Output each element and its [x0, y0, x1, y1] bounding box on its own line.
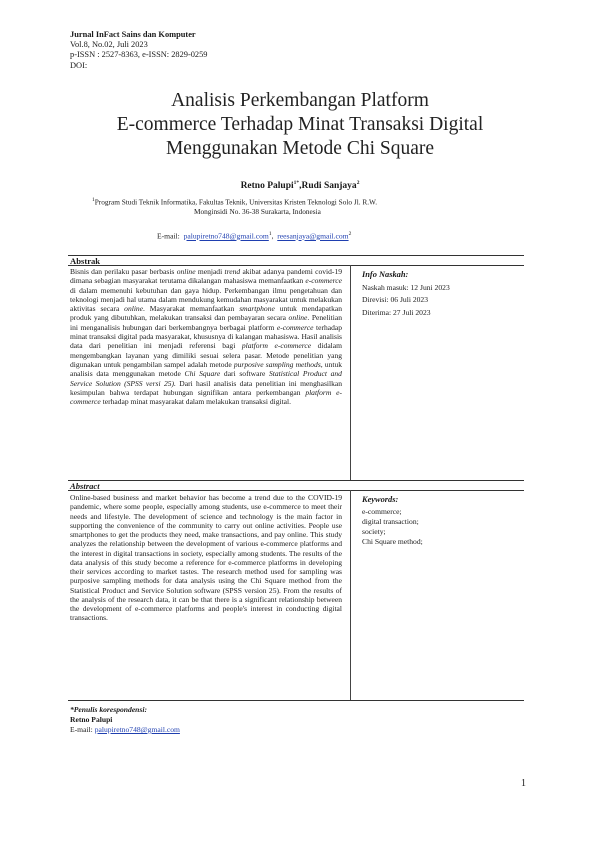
affiliation [92, 195, 532, 217]
correspondence-email-link[interactable]: palupiretno748@gmail.com [94, 725, 180, 734]
abstract-column-divider [350, 490, 351, 700]
journal-volume: Vol.8, No.02, Juli 2023 [70, 40, 148, 50]
author-separator: , [299, 181, 302, 192]
journal-issn: p-ISSN : 2527-8363, e-ISSN: 2829-0259 [70, 50, 208, 60]
affiliation-line-1: Program Studi Teknik Informatika, Fakultas Teknik, Universitas Kristen Teknologi Solo Jl. R.W. [94, 197, 378, 207]
affiliation-line-2: Monginsidi No. 36-38 Surakarta, Indonesia [194, 207, 321, 217]
page-number: 1 [521, 778, 526, 789]
info-accepted: Diterima: 27 Juli 2023 [362, 307, 431, 317]
author-2-sup: 2 [356, 180, 360, 186]
paper-title [40, 89, 560, 161]
email-label: E-mail: [157, 231, 180, 241]
keywords-heading: Keywords: [362, 495, 399, 504]
info-revised: Direvisi: 06 Juli 2023 [362, 295, 429, 305]
abstrak-top-rule [68, 255, 524, 256]
email-link-2[interactable]: reesanjaya@gmail.com [277, 231, 349, 241]
info-received: Naskah masuk: 12 Juni 2023 [362, 282, 450, 292]
affiliation-sup: 1 [92, 197, 95, 203]
abstract-heading: Abstract [70, 481, 100, 491]
author-1-sup: 1* [293, 180, 300, 186]
journal-header [70, 30, 208, 71]
title-line-3: Menggunakan Metode Chi Square [165, 138, 435, 159]
title-line-1: Analisis Perkembangan Platform [171, 90, 429, 111]
keyword-item: society; [362, 527, 386, 536]
abstract-heading-rule [68, 490, 524, 491]
keyword-item: digital transaction; [362, 517, 419, 526]
abstrak-text: Bisnis dan perilaku pasar berbasis online menjadi trend akibat adanya pandemi covid-19 dimana sebagian masyarakat terutama dikalangan mahasiswa memanfaatkan e-commerce di dalam memenuhi kebutuhan dan gaya hidup. Perkembangan ilmu pengetahuan dan teknologi menjadi hal utama dalam mendukung kemudahan masyarakat untuk melakukan aktivitas secara online. Masyarakat memanfaatkan smartphone untuk mendapatkan produk yang dibutuhkan, melakukan transaksi dan pembayaran secara online. Penelitian ini menganalisis hubungan dari berkembangnya berbagai platform e-commerce terhadap minat transaksi digital pada masyarakat, khususnya di kalangan mahasiswa. Hasil analisis data dari penelitian ini menjadi referensi bagi platform e-commerce didalam mengembangkan layanan yang dimiliki sesuai selera pasar. Metode penelitian yang digunakan untuk pengambilan sampel adalah metode purposive sampling methods, untuk analisis data menggunakan metode Chi Square dari software Statistical Product and Service Solution (SPSS versi 25). Dari hasil analisis data penelitian ini menghasilkan kesimpulan bahwa terdapat hubungan signifikan antara perkembangan platform e-commerce terhadap minat masyarakat dalam melakukan transaksi digital. [70, 267, 343, 407]
journal-doi: DOI: [70, 60, 88, 70]
journal-name: Jurnal InFact Sains dan Komputer [70, 30, 196, 39]
correspondence-email-label: E-mail: [70, 725, 95, 734]
keyword-item: Chi Square method; [362, 537, 423, 546]
author-2: Rudi Sanjaya [301, 181, 357, 192]
abstrak-heading-rule [68, 265, 524, 266]
title-line-2: E-commerce Terhadap Minat Transaksi Digital [116, 114, 484, 135]
abstrak-column-divider [350, 265, 351, 480]
correspondence [70, 705, 180, 735]
email-sup-2: 2 [348, 231, 352, 237]
correspondence-email-row [70, 725, 180, 735]
keywords [362, 495, 423, 547]
email-link-1[interactable]: palupiretno748@gmail.com [183, 231, 269, 241]
correspondence-name: Retno Palupi [70, 715, 113, 724]
correspondence-heading: *Penulis korespondensi: [70, 705, 148, 714]
info-heading: Info Naskah: [362, 270, 409, 279]
manuscript-info [362, 269, 450, 319]
author-list [0, 180, 600, 191]
email-sep: , [271, 231, 274, 241]
keyword-item: e-commerce; [362, 507, 402, 516]
abstrak-heading: Abstrak [70, 256, 101, 266]
email-sup-1: 1 [268, 231, 272, 237]
email-line [157, 231, 351, 241]
correspondence-rule [68, 700, 524, 701]
author-1: Retno Palupi [240, 181, 294, 192]
abstract-text: Online-based business and market behavior has become a trend due to the COVID-19 pandemic, where some people, especially among students, use e-commerce to meet their needs and lifestyle. The development of science and technology is the main factor in supporting the convenience of the community to carry out online activities. People use smartphones to get the products they need, make transactions, and pay online. This study analyzes the relationship between the development of various e-commerce platforms and the interest in digital transactions in society, especially among students. The results of the data analysis of this study become a reference for e-commerce platforms in developing their services according to market tastes. The research method used for sampling was purposive sampling methods for data analysis using the Chi Square method from the Statistical Product and Service Solution software (SPSS version 25). From the results of the analysis of the research data, it can be that there is a significant relationship between the development of e-commerce platforms and people's interest in conducting digital transactions. [70, 493, 342, 623]
abstract-top-rule [68, 480, 524, 481]
